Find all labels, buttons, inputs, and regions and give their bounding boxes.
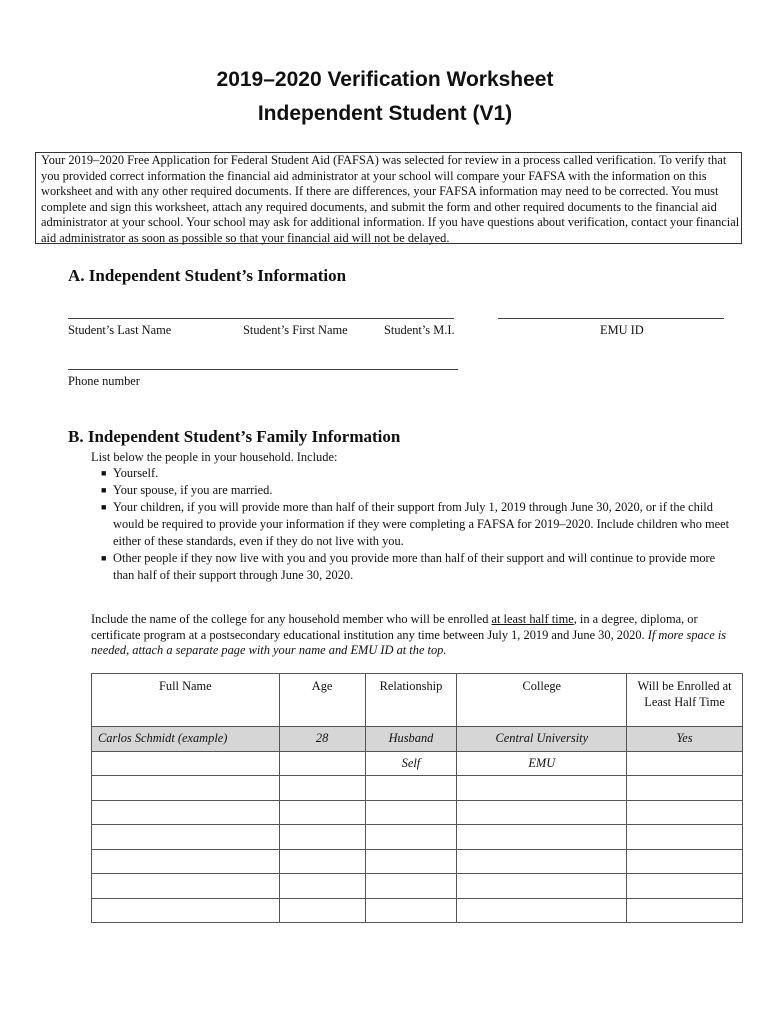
page-subtitle: Independent Student (V1): [257, 102, 513, 125]
col-college: College: [457, 674, 627, 727]
col-relationship: Relationship: [365, 674, 457, 727]
relationship-cell[interactable]: [365, 800, 457, 825]
full-name-cell[interactable]: [92, 825, 280, 850]
half-time-cell: Yes: [627, 727, 743, 752]
student-name-line[interactable]: [68, 318, 454, 319]
college-cell[interactable]: EMU: [457, 751, 627, 776]
page-title: 2019–2020 Verification Worksheet: [216, 68, 554, 91]
half-time-cell[interactable]: [627, 776, 743, 801]
full-name-cell[interactable]: [92, 800, 280, 825]
col-full-name: Full Name: [92, 674, 280, 727]
relationship-cell[interactable]: Self: [365, 751, 457, 776]
full-name-cell[interactable]: [92, 898, 280, 923]
table-row-example: [92, 727, 743, 752]
full-name-cell[interactable]: [92, 751, 280, 776]
col-age: Age: [279, 674, 365, 727]
age-cell[interactable]: [279, 800, 365, 825]
half-time-cell[interactable]: [627, 849, 743, 874]
bullet-icon: ■: [101, 468, 107, 478]
college-cell[interactable]: [457, 825, 627, 850]
col-half-time: Will be Enrolled at Least Half Time: [627, 674, 743, 727]
college-cell[interactable]: [457, 898, 627, 923]
half-time-cell[interactable]: [627, 751, 743, 776]
list-item: ■ Your children, if you will provide more than half of their support from July 1, 2019 through June 30, 2020, or if the child would be required to provide your information if they were completing a FAFSA for 2019–2020. Include children who meet either of these standards, even if they do not live with you.: [101, 500, 730, 548]
age-cell[interactable]: [279, 874, 365, 899]
age-cell[interactable]: [279, 751, 365, 776]
college-cell[interactable]: [457, 849, 627, 874]
half-time-cell[interactable]: [627, 874, 743, 899]
mi-label: Student’s M.I.: [384, 323, 455, 337]
age-cell[interactable]: [279, 776, 365, 801]
college-cell[interactable]: [457, 800, 627, 825]
half-time-cell[interactable]: [627, 800, 743, 825]
table-row: [92, 776, 743, 801]
table-row: [92, 874, 743, 899]
relationship-cell: Husband: [365, 727, 457, 752]
phone-line[interactable]: [68, 369, 458, 370]
emu-id-line[interactable]: [498, 318, 724, 319]
section-a-heading: A. Independent Student’s Information: [68, 266, 347, 285]
age-cell: 28: [279, 727, 365, 752]
age-cell[interactable]: [279, 898, 365, 923]
table-row: [92, 825, 743, 850]
phone-label: Phone number: [68, 374, 140, 388]
household-instruction: List below the people in your household. Include:: [91, 450, 338, 464]
relationship-cell[interactable]: [365, 849, 457, 874]
relationship-cell[interactable]: [365, 874, 457, 899]
full-name-cell[interactable]: [92, 849, 280, 874]
age-cell[interactable]: [279, 849, 365, 874]
half-time-cell[interactable]: [627, 825, 743, 850]
table-row: [92, 800, 743, 825]
household-list: [101, 465, 731, 584]
last-name-label: Student’s Last Name: [68, 323, 172, 337]
full-name-cell[interactable]: [92, 874, 280, 899]
list-item: ■ Yourself.: [101, 466, 159, 480]
first-name-label: Student’s First Name: [243, 323, 348, 337]
relationship-cell[interactable]: [365, 776, 457, 801]
age-cell[interactable]: [279, 825, 365, 850]
section-b-heading: B. Independent Student’s Family Information: [68, 427, 401, 446]
full-name-cell: Carlos Schmidt (example): [92, 727, 280, 752]
table-row: [92, 751, 743, 776]
household-table: [91, 673, 743, 923]
list-item: ■ Your spouse, if you are married.: [101, 483, 273, 497]
college-cell: Central University: [457, 727, 627, 752]
college-cell[interactable]: [457, 874, 627, 899]
full-name-cell[interactable]: [92, 776, 280, 801]
college-cell[interactable]: [457, 776, 627, 801]
emu-id-label: EMU ID: [600, 323, 644, 337]
relationship-cell[interactable]: [365, 825, 457, 850]
bullet-icon: ■: [101, 485, 107, 495]
half-time-cell[interactable]: [627, 898, 743, 923]
table-row: [92, 849, 743, 874]
bullet-icon: ■: [101, 553, 107, 563]
intro-box: Your 2019–2020 Free Application for Federal Student Aid (FAFSA) was selected for review in a process called verification. To verify that you provided correct information the financial aid administrator at your school will compare your FAFSA with the information on this worksheet and with any other required documents. If there are differences, your FAFSA information may need to be corrected. You must complete and sign this worksheet, attach any required documents, and submit the form and other required documents to the financial aid administrator at your school. Your school may ask for additional information. If you have questions about verification, contact your financial aid administrator as soon as possible so that your financial aid will not be delayed.: [35, 152, 742, 244]
relationship-cell[interactable]: [365, 898, 457, 923]
list-item: ■ Other people if they now live with you and you provide more than half of their support and will continue to provide more than half of their support through June 30, 2020.: [101, 551, 716, 582]
bullet-icon: ■: [101, 502, 107, 512]
college-instruction: Include the name of the college for any household member who will be enrolled at least half time, in a degree, diploma, or certificate program at a postsecondary educational institution any time between July 1, 2019 and June 30, 2020. If more space is needed, attach a separate page with your name and EMU ID at the top.: [91, 612, 727, 657]
table-row: [92, 898, 743, 923]
